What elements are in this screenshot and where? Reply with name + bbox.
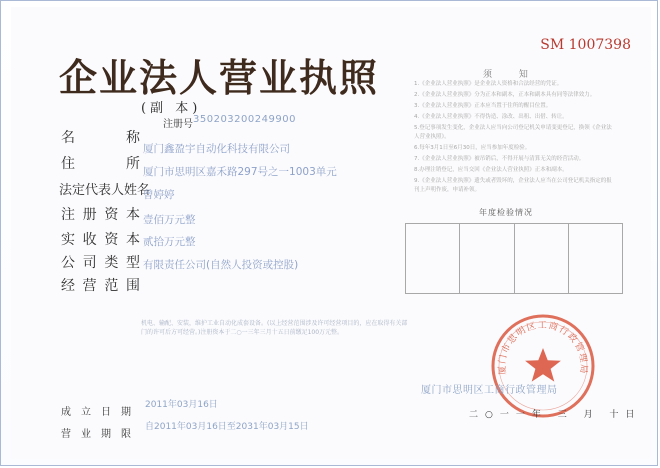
address-value: 厦门市思明区嘉禾路297号之一1003单元	[143, 166, 337, 178]
business-scope-text: 机电、输配、安装，维护工业自动化成套设备。(以上经营范围涉及许可经营项目的，应在取得有关部门的许可后方可经营。)注册资本于二○一三年三月十五日前缴足100万元整。	[141, 320, 408, 336]
notice-item: 6.每年3月1日至6月30日，应当参加年度检验。	[414, 145, 531, 151]
official-seal-icon	[489, 312, 597, 420]
address-label: 住 所	[61, 156, 141, 172]
inspection-cell	[460, 224, 514, 293]
inspection-cell	[406, 224, 460, 293]
copy-label: (副 本)	[141, 101, 202, 116]
issue-date: 二○一一年 三 月 十日	[469, 410, 642, 420]
business-license-paper	[11, 7, 651, 459]
company-type-value: 有限责任公司(自然人投资或控股)	[143, 259, 299, 271]
inspection-cell	[569, 224, 622, 293]
registration-number: 350203200249900	[193, 114, 296, 125]
legal-rep-label: 法定代表人姓名	[59, 183, 151, 198]
license-title: 企业法人营业执照	[59, 55, 380, 100]
notice-item: 3.《企业法人营业执照》正本应当置于住所的醒目位置。	[414, 103, 552, 109]
notice-heading: 须 知	[483, 70, 540, 80]
company-name: 厦门鑫盈宇自动化科技有限公司	[143, 143, 290, 155]
company-type-label: 公司类型	[61, 255, 141, 271]
business-term-label: 营业期限	[61, 429, 141, 440]
notice-item: 1.《企业法人营业执照》是企业法人资格和合法经营的凭证。	[414, 81, 563, 87]
notice-item: 8.办理注销登记，应当交回《企业法人营业执照》正本和副本。	[414, 167, 568, 173]
seal-text: 厦门市思明区工商行政管理局	[497, 320, 589, 376]
notice-item: 2.《企业法人营业执照》分为正本和副本，正本和副本具有同等法律效力。	[414, 92, 596, 98]
notice-item: 刊上声明作废，申请补领。	[414, 187, 481, 193]
paid-capital-value: 贰拾万元整	[143, 236, 196, 248]
paid-capital-label: 实收资本	[61, 232, 141, 248]
annual-inspection-grid	[405, 223, 623, 294]
serial-number: SM 1007398	[540, 37, 631, 53]
establish-date-value: 2011年03月16日	[145, 400, 218, 410]
notice-item: 9.《企业法人营业执照》遗失或者毁坏的，企业法人应当在公司登记机关指定的报	[414, 178, 612, 184]
inspection-cell	[515, 224, 569, 293]
establish-date-label: 成立日期	[61, 407, 141, 418]
notice-item: 5.登记事项发生变化，企业法人应当向公司登记机关申请变更登记，换领《企业法	[414, 125, 612, 131]
annual-inspection-heading: 年度检验情况	[479, 208, 533, 217]
name-label: 名 称	[61, 130, 141, 146]
business-term-value: 自2011年03月16日至2031年03月15日	[145, 422, 309, 432]
notice-item: 人营业执照》。	[414, 134, 450, 140]
business-scope-label: 经营范围	[61, 278, 141, 294]
issuing-authority: 厦门市思明区工商行政管理局	[421, 385, 558, 396]
registration-number-label: 注册号	[163, 119, 193, 130]
legal-rep-value: 曾婷婷	[143, 189, 175, 201]
notice-item: 7.《企业法人营业执照》被吊销后，不得开展与清算无关的经营活动。	[414, 156, 585, 162]
registered-capital-label: 注册资本	[61, 207, 141, 223]
notice-item: 4.《企业法人营业执照》不得伪造、涂改、出租、出借、转让。	[414, 114, 568, 120]
registered-capital-value: 壹佰万元整	[143, 214, 196, 226]
